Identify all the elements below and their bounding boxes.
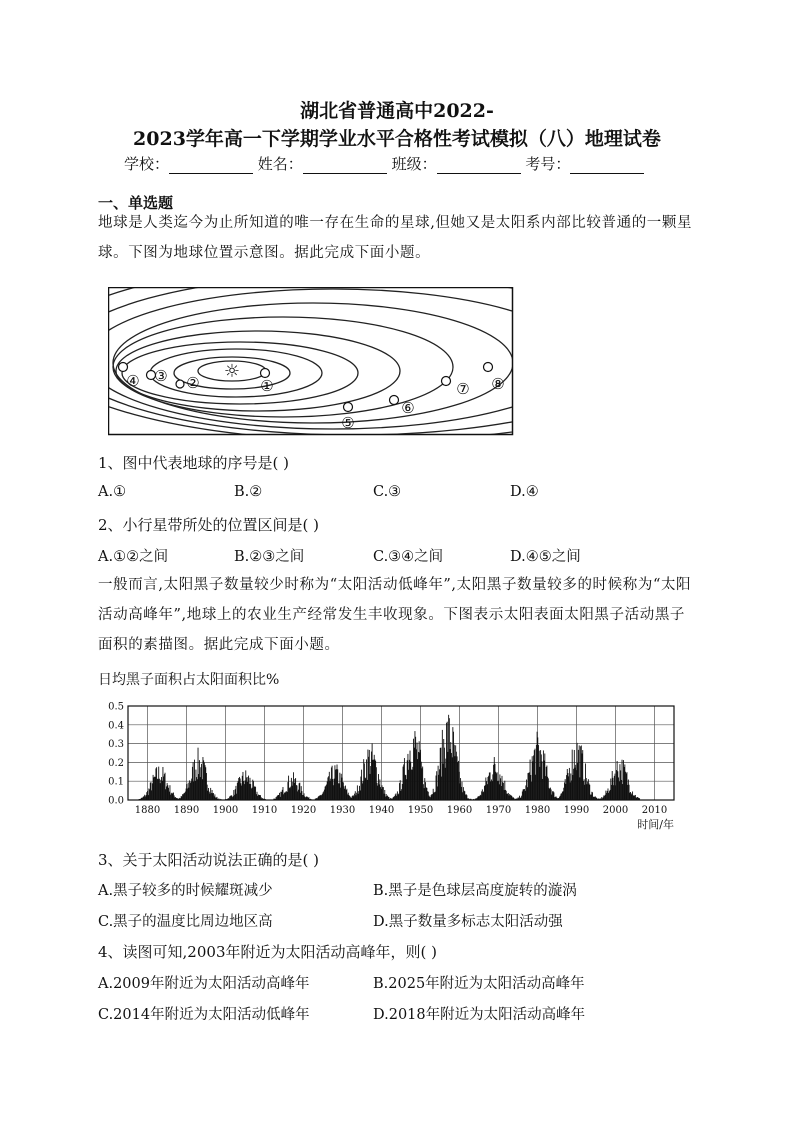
x-tick-label: 2000: [602, 805, 629, 816]
label-3: ③: [154, 367, 168, 385]
q3-option-a[interactable]: A.黑子较多的时候耀斑减少: [98, 883, 273, 899]
class-blank[interactable]: [437, 157, 521, 174]
label-5: ⑤: [341, 414, 355, 432]
x-tick-label: 1980: [524, 805, 551, 816]
orbit-figure: [108, 287, 514, 436]
section-heading: 一、单选题: [98, 194, 174, 212]
passage-sunspots: 一般而言,太阳黑子数量较少时称为“太阳活动低峰年”,太阳黑子数量较多的时候称为“太阳活动高峰年”,地球上的农业生产经常发生丰收现象。下图表示太阳表面太阳黑子活动黑子面积的素描图。据此完成下面小题。: [98, 577, 692, 653]
school-blank[interactable]: [169, 157, 253, 174]
q4-stem: 4、读图可知,2003年附近为太阳活动高峰年，则( ): [98, 943, 437, 961]
q4-option-c[interactable]: C.2014年附近为太阳活动低峰年: [98, 1007, 310, 1023]
y-tick-label: 0.2: [108, 757, 124, 769]
x-tick-label: 1960: [446, 805, 473, 816]
chart-yticks: [108, 702, 124, 807]
label-4: ④: [126, 372, 140, 390]
q2-option-a[interactable]: A.①②之间: [98, 549, 169, 565]
label-2: ②: [186, 374, 200, 392]
y-tick-label: 0.0: [108, 795, 124, 807]
q3-stem: 3、关于太阳活动说法正确的是( ): [98, 851, 320, 869]
sunspot-chart: [98, 696, 688, 832]
planet-7: [442, 377, 451, 386]
name-blank[interactable]: [303, 157, 387, 174]
x-tick-label: 1890: [173, 805, 200, 816]
name-label: 姓名：: [257, 155, 303, 173]
q2-option-c[interactable]: C.③④之间: [373, 549, 444, 565]
planet-6: [390, 396, 399, 405]
x-tick-label: 1900: [212, 805, 239, 816]
q1-option-d[interactable]: D.④: [510, 484, 539, 500]
label-8: ⑧: [491, 375, 505, 393]
y-tick-label: 0.1: [108, 776, 124, 788]
q3-option-b[interactable]: B.黑子是色球层高度旋转的漩涡: [373, 883, 577, 899]
x-tick-label: 1950: [407, 805, 434, 816]
x-tick-label: 1910: [251, 805, 278, 816]
chart-grid: [128, 706, 674, 800]
student-info: [124, 153, 644, 174]
q1-option-c[interactable]: C.③: [373, 484, 402, 500]
chart-bars: [139, 715, 640, 800]
planet-4: [119, 363, 128, 372]
sun-icon: ☼: [223, 361, 241, 382]
q4-option-d[interactable]: D.2018年附近为太阳活动高峰年: [373, 1007, 586, 1023]
y-tick-label: 0.5: [108, 701, 124, 713]
chart-frame: [128, 706, 674, 800]
q1-option-b[interactable]: B.②: [234, 484, 263, 500]
school-label: 学校：: [124, 155, 170, 173]
x-tick-label: 1970: [485, 805, 512, 816]
q2-option-d[interactable]: D.④⑤之间: [510, 549, 581, 565]
chart-xticks: [135, 805, 667, 816]
label-7: ⑦: [456, 380, 470, 398]
y-tick-label: 0.3: [108, 739, 124, 751]
chart-xlabel: 时间/年: [637, 818, 674, 831]
y-tick-label: 0.4: [108, 720, 124, 732]
q2-stem: 2、小行星带所处的位置区间是( ): [98, 516, 320, 534]
q1-stem: 1、图中代表地球的序号是( ): [98, 454, 290, 472]
x-tick-label: 2010: [641, 805, 668, 816]
q1-option-a[interactable]: A.①: [98, 484, 127, 500]
planet-8: [484, 363, 493, 372]
q4-option-a[interactable]: A.2009年附近为太阳活动高峰年: [98, 976, 310, 992]
q3-option-c[interactable]: C.黑子的温度比周边地区高: [98, 914, 273, 930]
class-label: 班级：: [391, 155, 437, 173]
title-line-1: 湖北省普通高中2022-: [300, 100, 494, 122]
title-line-2: 2023学年高一下学期学业水平合格性考试模拟（八）地理试卷: [133, 128, 661, 150]
exam-no-label: 考号：: [525, 155, 571, 173]
x-tick-label: 1990: [563, 805, 590, 816]
x-tick-label: 1940: [368, 805, 395, 816]
exam-no-blank[interactable]: [570, 157, 644, 174]
q2-option-b[interactable]: B.②③之间: [234, 549, 305, 565]
x-tick-label: 1920: [290, 805, 317, 816]
label-6: ⑥: [401, 399, 415, 417]
x-tick-label: 1930: [329, 805, 356, 816]
planet-5: [344, 403, 353, 412]
chart-title: 日均黑子面积占太阳面积比%: [98, 672, 280, 688]
intro-paragraph: 地球是人类迄今为止所知道的唯一存在生命的星球,但她又是太阳系内部比较普通的一颗星球。下图为地球位置示意图。据此完成下面小题。: [98, 215, 693, 261]
q4-option-b[interactable]: B.2025年附近为太阳活动高峰年: [373, 976, 585, 992]
x-tick-label: 1880: [134, 805, 161, 816]
q3-option-d[interactable]: D.黑子数量多标志太阳活动强: [373, 914, 563, 930]
label-1: ①: [260, 377, 274, 395]
planet-2: [176, 380, 184, 388]
